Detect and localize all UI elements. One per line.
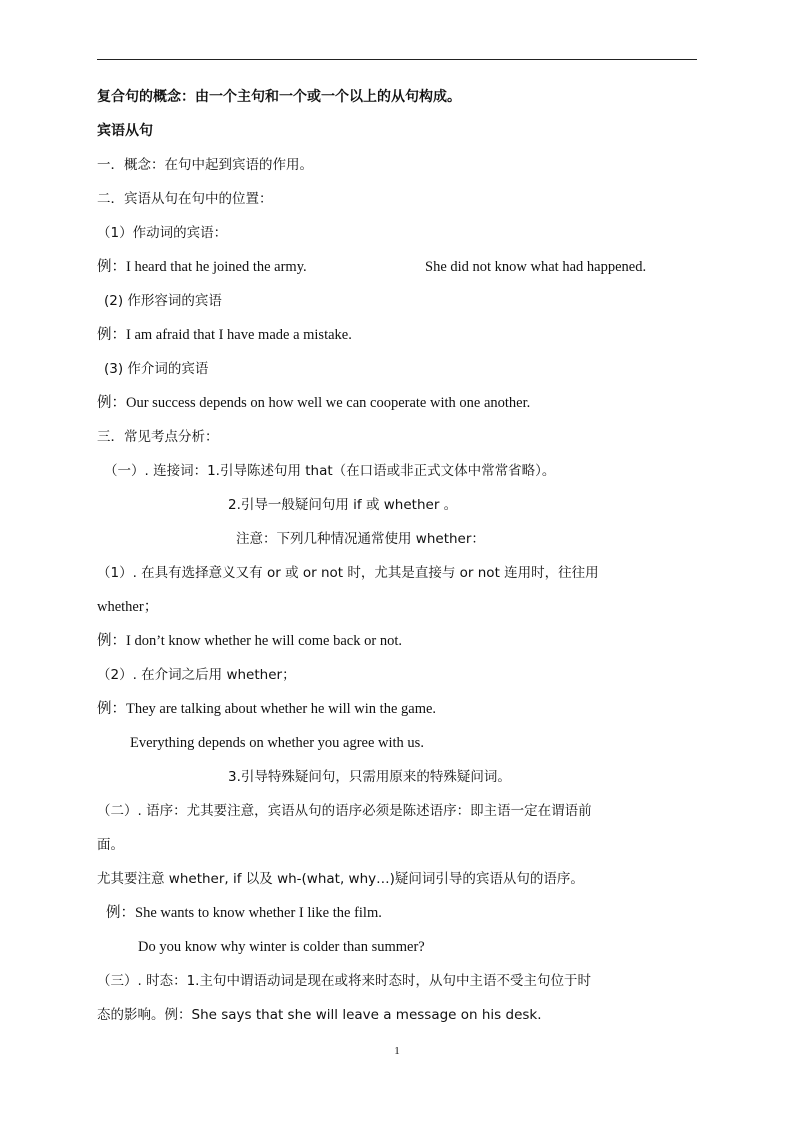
note-line: 注意：下列几种情况通常使用 whether： — [236, 531, 485, 547]
example-line: 例：I don’t know whether he will come back or not. — [97, 633, 402, 649]
header-rule — [97, 59, 697, 60]
example-line: 例：Our success depends on how well we can cooperate with one another. — [97, 395, 531, 411]
example-line: 例：She wants to know whether I like the film. — [106, 905, 382, 921]
text-line: (2) 作形容词的宾语 — [104, 293, 222, 309]
definition-heading: 复合句的概念：由一个主句和一个或一个以上的从句构成。 — [97, 89, 461, 105]
text-line: 2.引导一般疑问句用 if 或 whether 。 — [228, 497, 458, 513]
text-line: 三．常见考点分析： — [97, 429, 219, 445]
text-line: （三）. 时态：1.主句中谓语动词是现在或将来时态时，从句中主语不受主句位于时 — [97, 973, 591, 989]
text-line: 一．概念：在句中起到宾语的作用。 — [97, 157, 313, 173]
example-line: 例：I am afraid that I have made a mistake. — [97, 327, 352, 343]
text-line: （2）. 在介词之后用 whether； — [97, 667, 296, 683]
text-line: 面。 — [97, 837, 124, 853]
section-title: 宾语从句 — [97, 123, 153, 139]
text-line: (3) 作介词的宾语 — [104, 361, 209, 377]
text-line: （一）. 连接词：1.引导陈述句用 that（在口语或非正式文体中常常省略）。 — [104, 463, 556, 479]
example-line: Everything depends on whether you agree with us. — [130, 735, 424, 751]
example-line: Do you know why winter is colder than summer? — [138, 939, 425, 955]
text-line: 二．宾语从句在句中的位置： — [97, 191, 273, 207]
text-line: （1）作动词的宾语： — [97, 225, 228, 241]
text-line: 3.引导特殊疑问句，只需用原来的特殊疑问词。 — [228, 769, 511, 785]
text-line: （1）. 在具有选择意义又有 or 或 or not 时，尤其是直接与 or not 连用时，往往用 — [97, 565, 599, 581]
text-line: 态的影响。例：She says that she will leave a message on his desk. — [97, 1007, 542, 1023]
example-line: 例：They are talking about whether he will win the game. — [97, 701, 437, 717]
example-line: She did not know what had happened. — [425, 259, 647, 275]
page-number: 1 — [394, 1045, 400, 1057]
text-line: （二）. 语序：尤其要注意，宾语从句的语序必须是陈述语序：即主语一定在谓语前 — [97, 803, 592, 819]
text-line: whether； — [97, 599, 159, 615]
text-line: 尤其要注意 whether, if 以及 wh-(what, why…)疑问词引导的宾语从句的语序。 — [97, 871, 584, 887]
example-line: 例：I heard that he joined the army. — [97, 259, 307, 275]
